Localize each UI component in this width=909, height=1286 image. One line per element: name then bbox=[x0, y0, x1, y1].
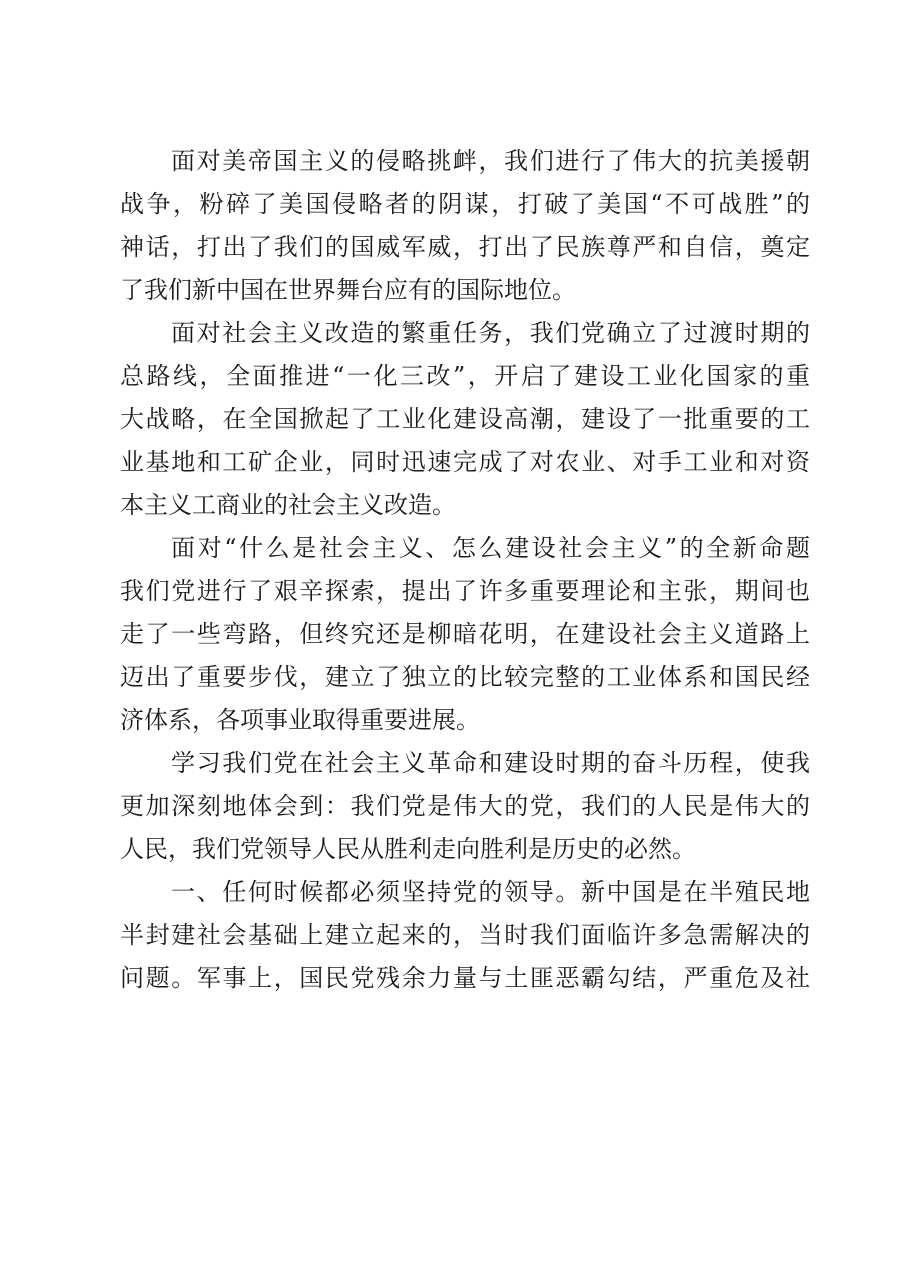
text-line: 迈出了重要步伐，建立了独立的比较完整的工业体系和国民经 bbox=[120, 663, 810, 691]
text-line: 总路线，全面推进“一化三改”，开启了建设工业化国家的重 bbox=[120, 362, 810, 390]
document-body bbox=[120, 140, 810, 1000]
paragraph-4 bbox=[120, 742, 810, 871]
paragraph-2 bbox=[120, 312, 810, 527]
text-line: 大战略，在全国掀起了工业化建设高潮，建设了一批重要的工 bbox=[120, 405, 810, 433]
text-line: 面对“什么是社会主义、怎么建设社会主义”的全新命题 bbox=[171, 534, 810, 562]
text-line: 了我们新中国在世界舞台应有的国际地位。 bbox=[120, 276, 576, 304]
text-line: 面对美帝国主义的侵略挑衅，我们进行了伟大的抗美援朝 bbox=[171, 147, 810, 175]
text-line: 更加深刻地体会到：我们党是伟大的党，我们的人民是伟大的 bbox=[120, 792, 810, 820]
text-line: 走了一些弯路，但终究还是柳暗花明，在建设社会主义道路上 bbox=[120, 620, 810, 648]
text-line: 面对社会主义改造的繁重任务，我们党确立了过渡时期的 bbox=[171, 319, 810, 347]
paragraph-1 bbox=[120, 140, 810, 312]
text-line: 半封建社会基础上建立起来的，当时我们面临许多急需解决的 bbox=[120, 921, 810, 949]
text-line: 业基地和工矿企业，同时迅速完成了对农业、对手工业和对资 bbox=[120, 448, 810, 476]
text-line: 神话，打出了我们的国威军威，打出了民族尊严和自信，奠定 bbox=[120, 233, 810, 261]
text-line: 我们党进行了艰辛探索，提出了许多重要理论和主张，期间也 bbox=[120, 577, 810, 605]
text-line: 人民，我们党领导人民从胜利走向胜利是历史的必然。 bbox=[120, 835, 696, 863]
text-line: 济体系，各项事业取得重要进展。 bbox=[120, 706, 480, 734]
text-line: 一、任何时候都必须坚持党的领导。新中国是在半殖民地 bbox=[171, 878, 810, 906]
text-line: 学习我们党在社会主义革命和建设时期的奋斗历程，使我 bbox=[171, 749, 810, 777]
paragraph-5 bbox=[120, 871, 810, 1000]
paragraph-3 bbox=[120, 527, 810, 742]
text-line: 战争，粉碎了美国侵略者的阴谋，打破了美国“不可战胜”的 bbox=[120, 190, 810, 218]
text-line: 问题。军事上，国民党残余力量与土匪恶霸勾结，严重危及社 bbox=[120, 964, 810, 992]
text-line: 本主义工商业的社会主义改造。 bbox=[120, 491, 456, 519]
